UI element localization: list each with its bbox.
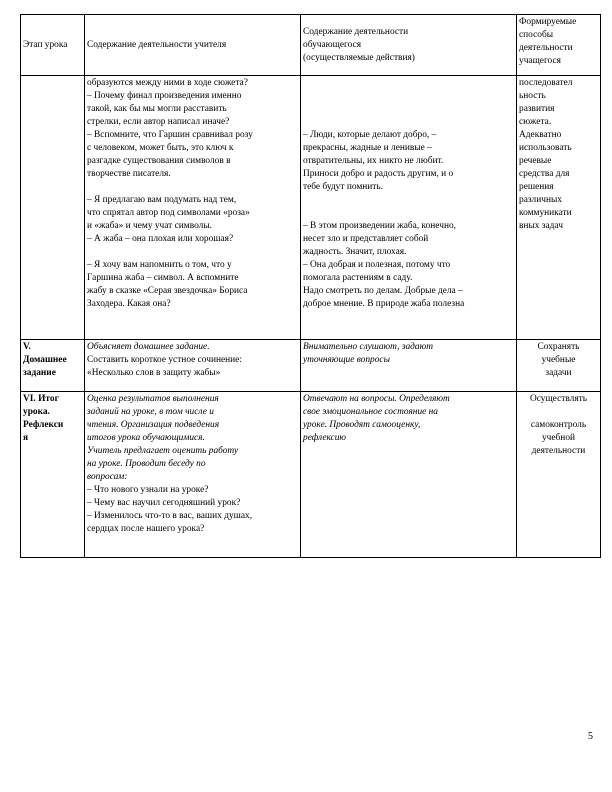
row2-stage: V. Домашнее задание [21,340,85,392]
text-line [303,116,514,129]
text-line: речевые [519,156,552,166]
text-line: – Я предлагаю вам подумать над тем, [87,195,237,205]
text-line: коммуникати [519,208,572,218]
text-line: что спрятал автор под символами «роза» [87,208,250,218]
text-line: с человеком, может быть, это ключ к [87,143,234,153]
text-line [303,90,514,103]
lesson-plan-table [20,14,601,558]
header-student-activity: Содержание деятельности обучающегося (осуществляемые действия) [301,15,517,76]
text-line: Адекватно [519,130,562,140]
header-activity-methods: Формируемые способы деятельности учащегося [517,15,601,76]
row3-teacher-italic: Оценка результатов выполнения заданий на уроке, в том числе и чтения. Организация подведения итогов урока обучающимися. Учитель предлагает оценить работу на уроке. Проводит беседу по вопросам: [87,394,239,482]
text-line: Гаршина жаба – символ. А вспомните [87,273,239,283]
text-line: Надо смотреть по делам. Добрые дела – [303,286,463,296]
text-line [87,246,298,259]
text-line [303,194,514,207]
text-line: – Вспомните, что Гаршин сравнивал розу [87,130,253,140]
row1-activity-methods [517,76,601,340]
text-line [87,181,298,194]
row3-student-activity: Отвечают на вопросы. Определяют свое эмоциональное состояние на уроке. Проводят самооценку, рефлексию [301,392,517,558]
text-line: – А жаба – она плохая или хорошая? [87,234,234,244]
text-line: – В этом произведении жаба, конечно, [303,221,456,231]
text-line: сюжета. [519,117,552,127]
text-line: прекрасны, жадные и ленивые – [303,143,432,153]
text-line: различных [519,195,562,205]
text-line: отвратительны, их никто не любит. [303,156,444,166]
page-number: 5 [588,731,593,742]
text-line: последовател [519,78,573,88]
text-line: жабу в сказке «Серая звездочка» Бориса [87,286,248,296]
row3-activity-methods: Осуществлять самоконтроль учебной деятельности [517,392,601,558]
row2-teacher-activity [85,340,301,392]
text-line: доброе мнение. В природе жаба полезна [303,299,465,309]
text-line: – Она добрая и полезная, потому что [303,260,451,270]
text-line: тебе будут помнить. [303,182,384,192]
header-teacher-activity: Содержание деятельности учителя [85,15,301,76]
text-line [303,103,514,116]
text-line [303,77,514,90]
table-header-row [21,15,601,76]
text-line: жадность. Значит, плохая. [303,247,407,257]
text-line: использовать [519,143,572,153]
text-line: несет зло и представляет собой [303,234,429,244]
row2-teacher-plain: Составить короткое устное сочинение: «Несколько слов в защиту жабы» [87,355,242,378]
text-line: средства для [519,169,570,179]
text-line: – Почему финал произведения именно [87,91,242,101]
table-row [21,76,601,340]
row3-teacher-activity [85,392,301,558]
text-line: образуются между ними в ходе сюжета? [87,78,248,88]
row2-teacher-italic: Объясняет домашнее задание. [87,342,210,352]
text-line: развития [519,104,555,114]
row2-student-activity: Внимательно слушают, задают уточняющие вопросы [301,340,517,392]
text-line: и «жаба» и чему учат символы. [87,221,212,231]
text-line: – Я хочу вам напомнить о том, что у [87,260,232,270]
header-stage: Этап урока [21,15,85,76]
row1-teacher-activity [85,76,301,340]
row1-student-activity [301,76,517,340]
text-line: решения [519,182,554,192]
text-line: – Люди, которые делают добро, – [303,130,437,140]
text-line: вных задач [519,221,563,231]
text-line: такой, как бы мы могли расставить [87,104,227,114]
text-line: Приноси добро и радость другим, и о [303,169,454,179]
row3-teacher-plain: – Что нового узнали на уроке? – Чему вас научил сегодняшний урок? – Изменилось что-то в вас, ваших душах, сердцах после нашего урока? [87,485,253,534]
text-line: помогала растениям в саду. [303,273,413,283]
text-line: творчестве писателя. [87,169,171,179]
text-line: стрелки, если автор написал иначе? [87,117,230,127]
table-row [21,392,601,558]
table-row [21,340,601,392]
row3-stage: VI. Итог урока. Рефлекси я [21,392,85,558]
row1-stage [21,76,85,340]
text-line: ьность [519,91,546,101]
text-line [303,207,514,220]
row2-activity-methods: Сохранять учебные задачи [517,340,601,392]
text-line: Заходера. Какая она? [87,299,171,309]
text-line: разгадке существования символов в [87,156,231,166]
